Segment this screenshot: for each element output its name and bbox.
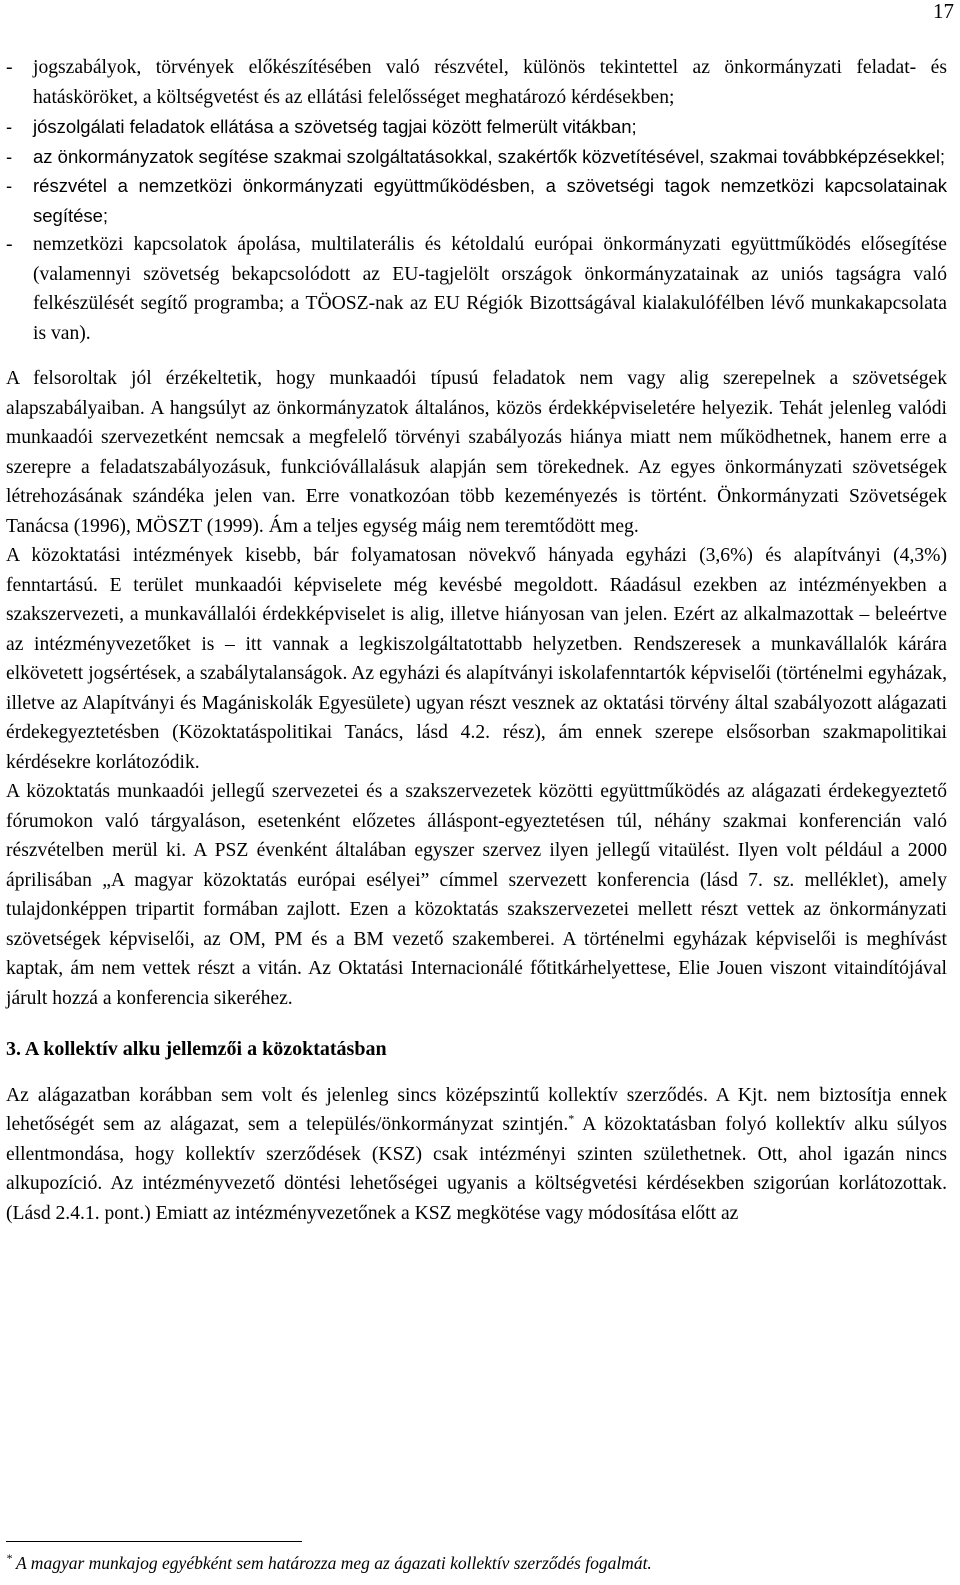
bullet-dash: - (6, 234, 13, 255)
bullet-item (6, 112, 947, 142)
footnote-divider (6, 1541, 302, 1542)
bullet-dash: - (6, 57, 13, 78)
bullet-dash: - (6, 116, 13, 137)
section-text-part1: Az alágazatban korábban sem volt és jelenleg sincs középszintű kollektív szerződés. A Kjt. nem biztosítja ennek lehetőségét sem az alágazat, sem a település/önkormányzat szintjén. (6, 1084, 947, 1135)
bullet-item (6, 53, 947, 112)
bullet-dash: - (6, 145, 13, 167)
page-content (6, 53, 947, 1228)
bullet-text: az önkormányzatok segítése szakmai szolgáltatásokkal, szakértők közvetítésével, szakmai továbbképzésekkel; (33, 145, 946, 167)
bullet-item (6, 230, 947, 348)
footnote-mark: * (6, 1551, 12, 1566)
bullet-text: jogszabályok, törvények előkészítésében való részvétel, különös tekintettel az önkormányzati feladat- és hatásköröket, a költségvetést és az ellátási felelősséget meghatározó kérdésekben; (33, 57, 947, 108)
section-heading: 3. A kollektív alku jellemzői a közoktatásban (6, 1038, 387, 1060)
body-paragraph: A közoktatási intézmények kisebb, bár folyamatosan növekvő hányada egyházi (3,6%) és alapítványi (4,3%) fenntartású. E terület munkaadói képviselete még kevésbé megoldott. Ráadásul ezekben az intézményekben a szakszervezeti, a munkavállalói érdekképviselet is alig, illetve hiányosan van jelen. Ezért az alkalmazottak – beleértve az intézményvezetőket is – itt vannak a legkiszolgáltatottabb helyzetben. Rendszeresek a munkavállalók kárára elkövetett jogsértések, a szabálytalanságok. Az egyházi és alapítványi iskolafenntartók képviselői (történelmi egyházak, illetve az Alapítványi és Magániskolák Egyesülete) ugyan részt vesznek az oktatási törvény által szabályozott alágazati érdekegyeztetésben (Közoktatáspolitikai Tanács, lásd 4.2. rész), ám ennek szerepe elsősorban szakmapolitikai kérdésekre korlátozódik. (6, 545, 947, 773)
bullet-text: részvétel a nemzetközi önkormányzati együttműködésben, a szövetségi tagok nemzetközi kapcsolatainak segítése; (33, 175, 947, 226)
section-paragraph (6, 1081, 947, 1229)
section-text-part2: A közoktatásban folyó kollektív alku súlyos ellentmondása, hogy kollektív szerződések (KSZ) csak intézményi szinten születhetnek. Ott, ahol igazán nincs alkupozíció. Az intézményvezető döntési lehetőségei ugyanis a költségvetési kérdésekben szigorúan korlátozottak. (Lásd 2.4.1. pont.) Emiatt az intézményvezetőnek a KSZ megkötése vagy módosítása előtt az (6, 1114, 947, 1224)
bullet-item (6, 171, 947, 230)
bullet-dash: - (6, 175, 13, 196)
body-paragraph: A közoktatás munkaadói jellegű szervezetei és a szakszervezetek közötti együttműködés az alágazati érdekegyeztető fórumokon való tárgyaláson, esetenként előzetes álláspont-egyeztetésen túl, néhány szakmai konferencián való részvételben merül ki. A PSZ évenként általában egyszer szervez ilyen jellegű vitaülést. Ilyen volt például a 2000 áprilisában „A magyar közoktatás európai esélyei” címmel szervezett konferencia (lásd 7. sz. melléklet), amely tulajdonképpen tripartit formában zajlott. Ezen a közoktatás szakszervezetei mellett részt vettek az önkormányzati szövetségek képviselői, az OM, PM és a BM vezető szakemberei. A történelmi egyházak képviselői is meghívást kaptak, ám nem vettek részt a vitán. Az Oktatási Internacionálé főtitkárhelyettese, Elie Jouen viszont vitaindítójával járult hozzá a konferencia sikeréhez. (6, 781, 947, 1009)
footnote (6, 1552, 946, 1574)
bullet-text: nemzetközi kapcsolatok ápolása, multilaterális és kétoldalú európai önkormányzati együttműködés elősegítése (valamennyi szövetség bekapcsolódott az EU-tagjelölt országok önkormányzatainak az uniós tagságra való felkészülését segítő programba; a TÖOSZ-nak az EU Régiók Bizottságával kialakulófélben lévő munkakapcsolata is van). (33, 234, 947, 344)
bullet-text: jószolgálati feladatok ellátása a szövetség tagjai között felmerült vitákban; (33, 116, 637, 137)
body-paragraph: A felsoroltak jól érzékeltetik, hogy munkaadói típusú feladatok nem vagy alig szerepelnek a szövetségek alapszabályaiban. A hangsúlyt az önkormányzatok általános, közös érdekképviseletére helyezik. Tehát jelenleg valódi munkaadói szervezetként nemcsak a megfelelő törvényi szabályozás hiánya miatt nem működhetnek, hanem erre a szerepre a feladatszabályozásuk, funkcióvállalásuk alapján sem törekednek. Az egyes önkormányzati szövetségek létrehozásának szándéka jelen van. Erre vonatkozóan több kezeményezés is történt. Önkormányzati Szövetségek Tanácsa (1996), MÖSZT (1999). Ám a teljes egység máig nem teremtődött meg. (6, 368, 947, 537)
footnote-text: A magyar munkajog egyébként sem határozza meg az ágazati kollektív szerződés fogalmát. (12, 1553, 652, 1573)
page-number: 17 (933, 0, 954, 23)
bullet-item (6, 142, 947, 172)
footnote-reference: * (568, 1111, 575, 1126)
